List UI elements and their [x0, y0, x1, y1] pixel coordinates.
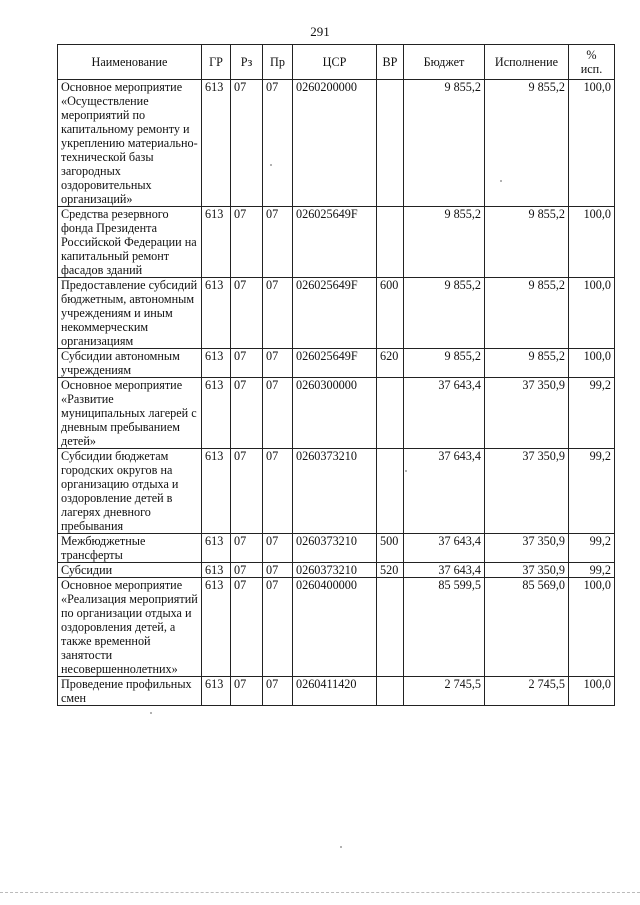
cell-percent: 99,2	[569, 534, 615, 563]
header-percent-label: исп.	[580, 62, 603, 76]
cell-percent: 99,2	[569, 449, 615, 534]
cell-gr: 613	[202, 677, 231, 706]
budget-execution-table	[57, 44, 615, 706]
header-gr: ГР	[202, 45, 231, 80]
cell-budget: 37 643,4	[404, 534, 485, 563]
cell-vr	[377, 207, 404, 278]
table-row	[58, 80, 615, 207]
cell-execution: 37 350,9	[485, 534, 569, 563]
header-pr: Пр	[263, 45, 293, 80]
cell-vr	[377, 80, 404, 207]
cell-rz: 07	[231, 578, 263, 677]
scan-speck	[500, 180, 502, 182]
cell-percent: 99,2	[569, 378, 615, 449]
cell-budget: 37 643,4	[404, 449, 485, 534]
cell-name: Межбюджетные трансферты	[58, 534, 202, 563]
cell-name: Субсидии	[58, 563, 202, 578]
cell-percent: 100,0	[569, 80, 615, 207]
cell-pr: 07	[263, 349, 293, 378]
cell-rz: 07	[231, 534, 263, 563]
cell-budget: 37 643,4	[404, 378, 485, 449]
cell-execution: 37 350,9	[485, 449, 569, 534]
cell-name: Средства резервного фонда Президента Российской Федерации на капитальный ремонт фасадов зданий	[58, 207, 202, 278]
header-rz: Рз	[231, 45, 263, 80]
cell-name: Проведение профильных смен	[58, 677, 202, 706]
cell-name: Основное мероприятие «Реализация мероприятий по организации отдыха и оздоровления детей, а также временной занятости несовершеннолетних»	[58, 578, 202, 677]
cell-vr: 600	[377, 278, 404, 349]
cell-pr: 07	[263, 278, 293, 349]
cell-csr: 0260400000	[293, 578, 377, 677]
cell-budget: 2 745,5	[404, 677, 485, 706]
cell-rz: 07	[231, 378, 263, 449]
cell-pr: 07	[263, 677, 293, 706]
cell-gr: 613	[202, 278, 231, 349]
cell-execution: 9 855,2	[485, 278, 569, 349]
header-percent-symbol: %	[586, 48, 597, 62]
table-row	[58, 563, 615, 578]
header-percent	[569, 45, 615, 80]
cell-csr: 026025649F	[293, 278, 377, 349]
cell-rz: 07	[231, 449, 263, 534]
cell-execution: 9 855,2	[485, 80, 569, 207]
table-row	[58, 534, 615, 563]
cell-csr: 0260373210	[293, 449, 377, 534]
cell-rz: 07	[231, 677, 263, 706]
cell-gr: 613	[202, 378, 231, 449]
table-header-row	[58, 45, 615, 80]
table-row	[58, 449, 615, 534]
cell-csr: 0260300000	[293, 378, 377, 449]
cell-csr: 026025649F	[293, 349, 377, 378]
cell-csr: 0260373210	[293, 563, 377, 578]
page-number: 291	[310, 24, 330, 39]
cell-name: Субсидии бюджетам городских округов на организацию отдыха и оздоровление детей в лагерях дневного пребывания	[58, 449, 202, 534]
cell-execution: 37 350,9	[485, 563, 569, 578]
cell-rz: 07	[231, 278, 263, 349]
cell-budget: 9 855,2	[404, 349, 485, 378]
cell-percent: 100,0	[569, 349, 615, 378]
cell-percent: 100,0	[569, 207, 615, 278]
cell-gr: 613	[202, 80, 231, 207]
table-row	[58, 578, 615, 677]
cell-rz: 07	[231, 563, 263, 578]
cell-csr: 0260411420	[293, 677, 377, 706]
cell-pr: 07	[263, 563, 293, 578]
cell-vr	[377, 449, 404, 534]
cell-pr: 07	[263, 534, 293, 563]
cell-gr: 613	[202, 207, 231, 278]
cell-pr: 07	[263, 578, 293, 677]
header-vr: ВР	[377, 45, 404, 80]
cell-percent: 100,0	[569, 677, 615, 706]
cell-budget: 85 599,5	[404, 578, 485, 677]
cell-pr: 07	[263, 378, 293, 449]
cell-budget: 9 855,2	[404, 80, 485, 207]
cell-execution: 37 350,9	[485, 378, 569, 449]
header-csr: ЦСР	[293, 45, 377, 80]
scan-speck	[405, 470, 407, 472]
cell-gr: 613	[202, 578, 231, 677]
cell-percent: 100,0	[569, 578, 615, 677]
cell-gr: 613	[202, 534, 231, 563]
cell-rz: 07	[231, 80, 263, 207]
table-row	[58, 677, 615, 706]
cell-vr: 500	[377, 534, 404, 563]
scan-edge-line	[0, 892, 640, 893]
cell-rz: 07	[231, 349, 263, 378]
cell-budget: 9 855,2	[404, 278, 485, 349]
cell-vr: 520	[377, 563, 404, 578]
cell-csr: 0260373210	[293, 534, 377, 563]
cell-execution: 9 855,2	[485, 207, 569, 278]
header-name: Наименование	[58, 45, 202, 80]
header-execution: Исполнение	[485, 45, 569, 80]
scan-speck	[340, 846, 342, 848]
table-row	[58, 207, 615, 278]
cell-pr: 07	[263, 207, 293, 278]
scan-speck	[270, 164, 272, 166]
cell-budget: 37 643,4	[404, 563, 485, 578]
cell-name: Предоставление субсидий бюджетным, автономным учреждениям и иным некоммерческим организациям	[58, 278, 202, 349]
cell-execution: 2 745,5	[485, 677, 569, 706]
table-row	[58, 278, 615, 349]
cell-name: Основное мероприятие «Осуществление мероприятий по капитальному ремонту и укреплению материально-технической базы загородных оздоровительных организаций»	[58, 80, 202, 207]
cell-gr: 613	[202, 349, 231, 378]
cell-vr: 620	[377, 349, 404, 378]
cell-budget: 9 855,2	[404, 207, 485, 278]
cell-pr: 07	[263, 449, 293, 534]
cell-csr: 0260200000	[293, 80, 377, 207]
cell-rz: 07	[231, 207, 263, 278]
cell-vr	[377, 378, 404, 449]
cell-execution: 9 855,2	[485, 349, 569, 378]
cell-execution: 85 569,0	[485, 578, 569, 677]
cell-name: Субсидии автономным учреждениям	[58, 349, 202, 378]
cell-csr: 026025649F	[293, 207, 377, 278]
cell-name: Основное мероприятие «Развитие муниципальных лагерей с дневным пребыванием детей»	[58, 378, 202, 449]
cell-vr	[377, 677, 404, 706]
table-row	[58, 378, 615, 449]
table-row	[58, 349, 615, 378]
cell-percent: 99,2	[569, 563, 615, 578]
cell-pr: 07	[263, 80, 293, 207]
cell-vr	[377, 578, 404, 677]
scan-speck	[150, 712, 152, 714]
cell-gr: 613	[202, 563, 231, 578]
header-budget: Бюджет	[404, 45, 485, 80]
cell-percent: 100,0	[569, 278, 615, 349]
cell-gr: 613	[202, 449, 231, 534]
